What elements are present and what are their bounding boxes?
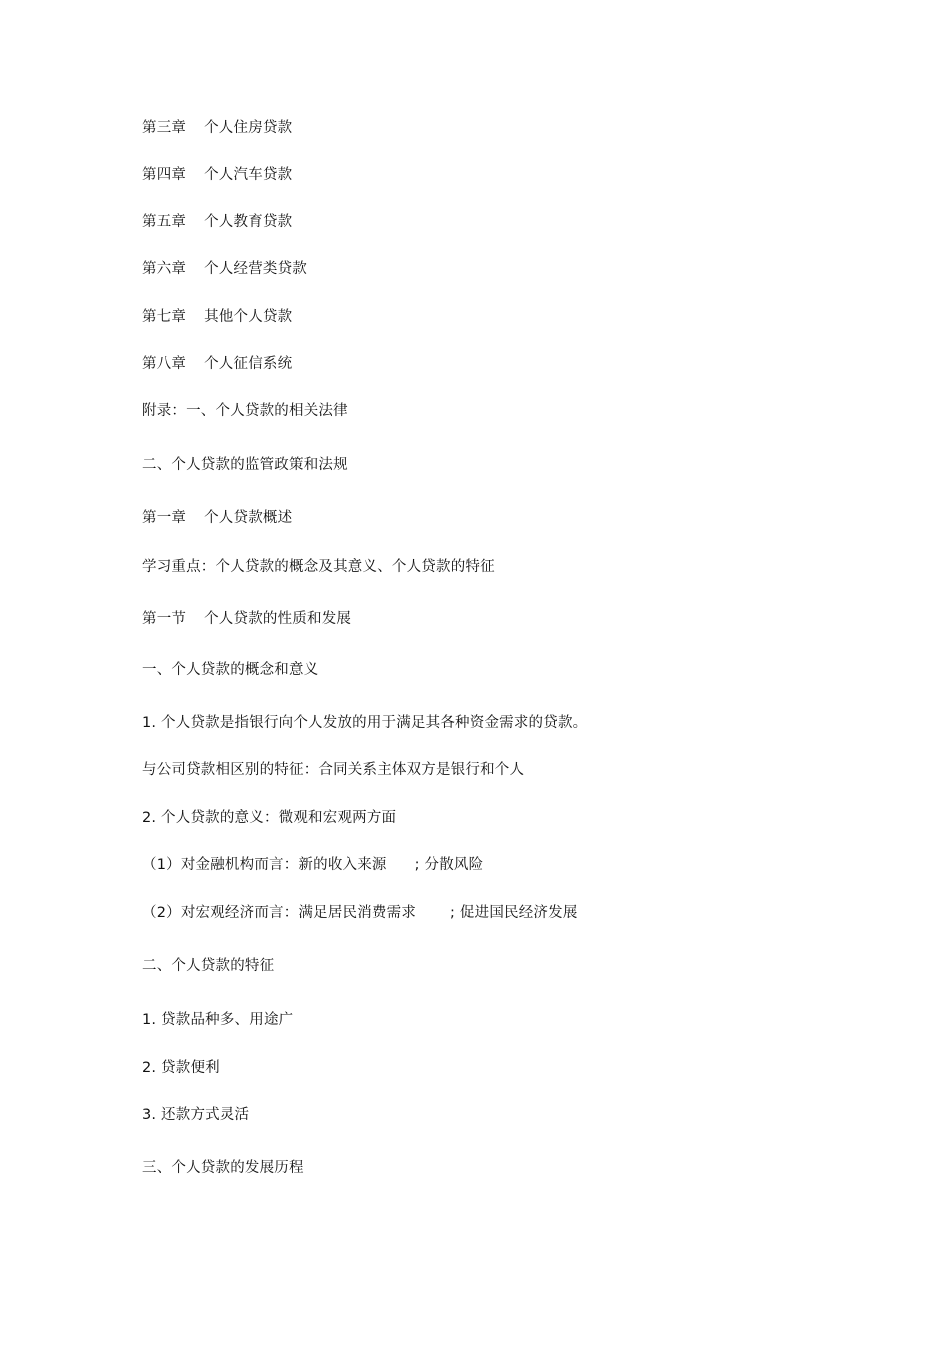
chapter-title: 个人征信系统 xyxy=(204,356,293,372)
paragraph-definition: 1. 个人贷款是指银行向个人发放的用于满足其各种资金需求的贷款。 xyxy=(142,715,588,731)
list-item-feature-2: 2. 贷款便利 xyxy=(142,1060,220,1076)
section-heading xyxy=(142,609,351,629)
toc-entry-5 xyxy=(142,212,292,232)
section-number: 第一节 xyxy=(142,611,187,627)
chapter-number: 第八章 xyxy=(142,356,187,372)
chapter-number: 第五章 xyxy=(142,214,187,230)
chapter-number: 第七章 xyxy=(142,309,187,325)
toc-entry-3 xyxy=(142,118,292,138)
subheading-concept: 一、个人贷款的概念和意义 xyxy=(142,662,319,678)
toc-entry-8 xyxy=(142,354,292,374)
chapter-number: 第三章 xyxy=(142,120,187,136)
list-item-text: （2）对宏观经济而言：满足居民消费需求 xyxy=(142,905,417,921)
chapter-title: 其他个人贷款 xyxy=(204,309,293,325)
chapter-title: 个人汽车贷款 xyxy=(204,167,293,183)
list-item-macro xyxy=(142,903,578,923)
chapter-title: 个人贷款概述 xyxy=(204,510,293,526)
subheading-features: 二、个人贷款的特征 xyxy=(142,958,275,974)
chapter-number: 第一章 xyxy=(142,510,187,526)
toc-entry-6 xyxy=(142,259,307,279)
appendix-line-2: 二、个人贷款的监管政策和法规 xyxy=(142,457,348,473)
list-item-text: （1）对金融机构而言：新的收入来源 xyxy=(142,857,387,873)
subheading-history: 三、个人贷款的发展历程 xyxy=(142,1160,304,1176)
chapter-title: 个人住房贷款 xyxy=(204,120,293,136)
appendix-line-1: 附录：一、个人贷款的相关法律 xyxy=(142,403,348,419)
paragraph-distinction: 与公司贷款相区别的特征：合同关系主体双方是银行和个人 xyxy=(142,762,525,778)
list-item-financial xyxy=(142,855,483,875)
list-item-text: ; 分散风险 xyxy=(414,857,484,873)
chapter-title: 个人经营类贷款 xyxy=(204,261,308,277)
paragraph-significance: 2. 个人贷款的意义：微观和宏观两方面 xyxy=(142,810,397,826)
list-item-text: ; 促进国民经济发展 xyxy=(450,905,578,921)
list-item-feature-3: 3. 还款方式灵活 xyxy=(142,1107,250,1123)
chapter-heading xyxy=(142,508,292,528)
section-title: 个人贷款的性质和发展 xyxy=(204,611,352,627)
chapter-title: 个人教育贷款 xyxy=(204,214,293,230)
key-points: 学习重点：个人贷款的概念及其意义、个人贷款的特征 xyxy=(142,559,495,575)
toc-entry-7 xyxy=(142,307,292,327)
toc-entry-4 xyxy=(142,165,292,185)
list-item-feature-1: 1. 贷款品种多、用途广 xyxy=(142,1012,294,1028)
chapter-number: 第四章 xyxy=(142,167,187,183)
chapter-number: 第六章 xyxy=(142,261,187,277)
